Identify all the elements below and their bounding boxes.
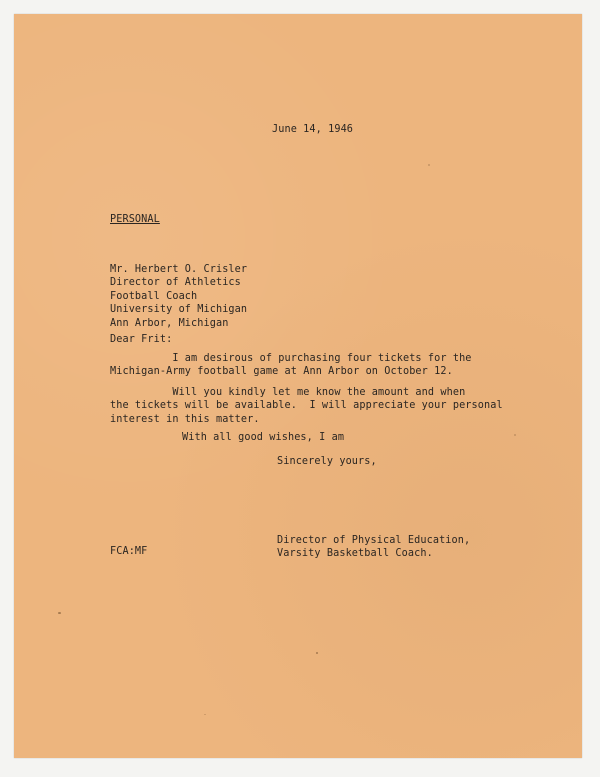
address-line: Football Coach bbox=[110, 290, 198, 302]
address-line: University of Michigan bbox=[110, 304, 248, 316]
paper-speck bbox=[428, 164, 430, 166]
personal-label: PERSONAL bbox=[110, 214, 160, 225]
letter-page bbox=[14, 14, 582, 758]
paragraph-line: Will you kindly let me know the amount and when bbox=[110, 387, 466, 398]
signature-block bbox=[277, 534, 470, 561]
paragraph-3: With all good wishes, I am bbox=[182, 432, 345, 443]
address-line: Mr. Herbert O. Crisler bbox=[110, 264, 248, 275]
address-line: Director of Athletics bbox=[110, 277, 241, 289]
address-line: Ann Arbor, Michigan bbox=[110, 317, 229, 329]
paper-speck bbox=[58, 612, 61, 614]
paragraph-1 bbox=[110, 352, 472, 379]
closing: Sincerely yours, bbox=[277, 456, 377, 467]
paper-speck bbox=[316, 652, 318, 654]
signature-line: Director of Physical Education, bbox=[277, 535, 471, 546]
salutation: Dear Frit: bbox=[110, 334, 173, 345]
paragraph-line: the tickets will be available. I will appreciate your personal bbox=[110, 400, 503, 412]
paragraph-line: Michigan-Army football game at Ann Arbor on October 12. bbox=[110, 366, 453, 378]
paragraph-line: I am desirous of purchasing four tickets for the bbox=[110, 353, 472, 364]
recipient-address bbox=[110, 263, 247, 330]
paragraph-2 bbox=[110, 386, 503, 426]
paragraph-line: interest in this matter. bbox=[110, 413, 260, 425]
letter-date: June 14, 1946 bbox=[272, 124, 354, 135]
paper-speck bbox=[514, 434, 516, 436]
typist-initials: FCA:MF bbox=[110, 546, 148, 557]
paper-speck bbox=[204, 714, 206, 715]
signature-line: Varsity Basketball Coach. bbox=[277, 548, 433, 560]
